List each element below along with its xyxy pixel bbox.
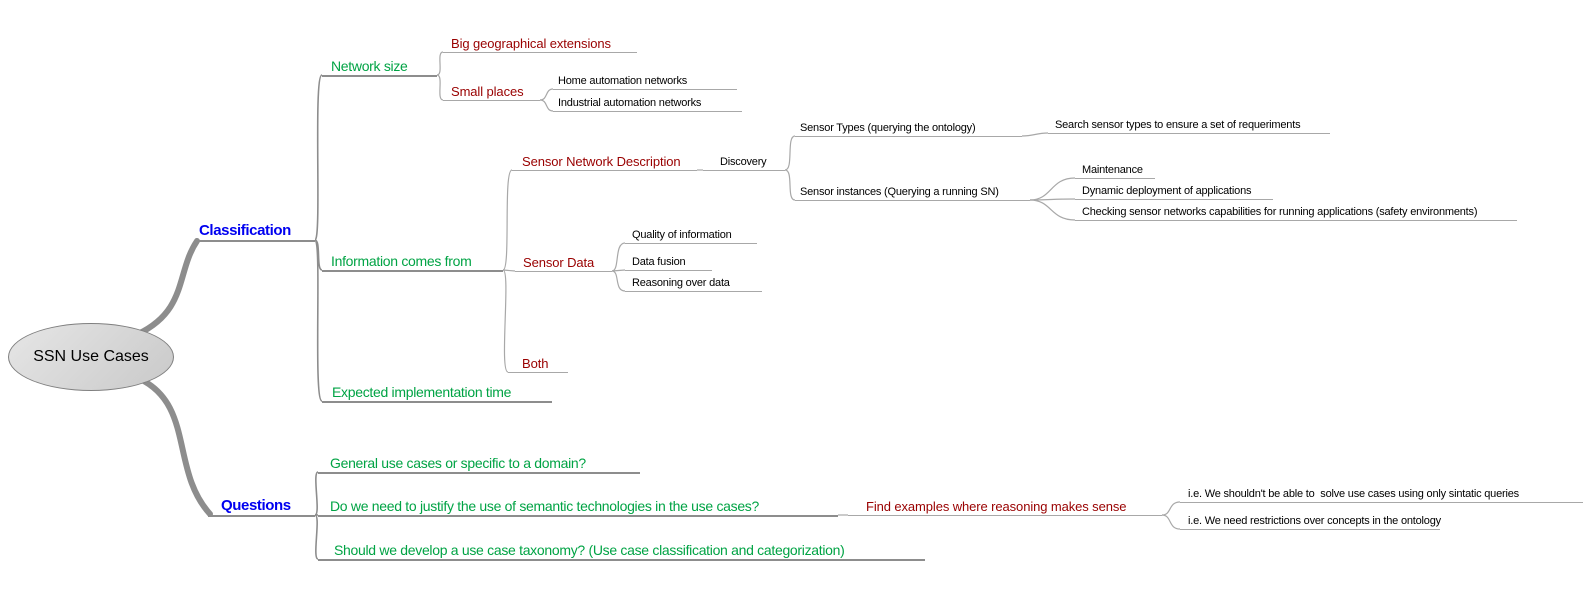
edge-find-ie-sintatic bbox=[1162, 502, 1180, 515]
node-ie-sintatic-queries[interactable]: i.e. We shouldn't be able to solve use cases using only sintatic queries bbox=[1180, 487, 1583, 503]
node-small-places[interactable]: Small places bbox=[443, 83, 540, 101]
edge-discovery-sensor-types bbox=[785, 136, 795, 170]
node-maintenance[interactable]: Maintenance bbox=[1075, 163, 1155, 179]
node-classification[interactable]: Classification bbox=[195, 221, 315, 242]
edge-small-home bbox=[540, 89, 553, 100]
node-big-geographical-extensions[interactable]: Big geographical extensions bbox=[443, 35, 637, 53]
node-home-automation-networks[interactable]: Home automation networks bbox=[553, 74, 737, 90]
node-both[interactable]: Both bbox=[508, 355, 568, 373]
node-general-use-cases-question[interactable]: General use cases or specific to a domain? bbox=[318, 454, 640, 474]
node-reasoning-over-data[interactable]: Reasoning over data bbox=[625, 276, 762, 292]
node-checking-capabilities[interactable]: Checking sensor networks capabilities for running applications (safety environments) bbox=[1075, 205, 1517, 221]
node-justify-semantic-question[interactable]: Do we need to justify the use of semantic technologies in the use cases? bbox=[318, 497, 838, 517]
edge-info-sensor-data bbox=[503, 270, 515, 271]
node-sensor-network-description[interactable]: Sensor Network Description bbox=[512, 153, 697, 171]
edge-instances-checking bbox=[1030, 200, 1075, 220]
node-industrial-automation-networks[interactable]: Industrial automation networks bbox=[553, 96, 742, 112]
edge-discovery-sensor-instances bbox=[785, 170, 795, 200]
edge-classification-expected-time bbox=[315, 240, 322, 401]
node-data-fusion[interactable]: Data fusion bbox=[625, 255, 712, 271]
node-expected-implementation-time[interactable]: Expected implementation time bbox=[322, 383, 552, 403]
edge-root-questions bbox=[138, 378, 210, 514]
node-sensor-types[interactable]: Sensor Types (querying the ontology) bbox=[795, 121, 1022, 137]
node-questions[interactable]: Questions bbox=[208, 496, 315, 517]
node-discovery[interactable]: Discovery bbox=[703, 155, 785, 171]
edge-find-ie-restrictions bbox=[1162, 515, 1180, 529]
edge-types-search bbox=[1022, 133, 1048, 136]
edge-info-snd bbox=[503, 170, 512, 270]
node-taxonomy-question[interactable]: Should we develop a use case taxonomy? (Use case classification and categorization) bbox=[318, 541, 925, 561]
node-ie-restrictions-ontology[interactable]: i.e. We need restrictions over concepts in the ontology bbox=[1180, 514, 1440, 530]
node-quality-of-information[interactable]: Quality of information bbox=[625, 228, 757, 244]
node-sensor-instances[interactable]: Sensor instances (Querying a running SN) bbox=[795, 185, 1030, 201]
edge-sdata-reasoning bbox=[612, 271, 625, 291]
edge-root-classification bbox=[138, 241, 197, 334]
edge-small-industrial bbox=[540, 100, 553, 111]
node-find-examples-reasoning[interactable]: Find examples where reasoning makes sense bbox=[848, 498, 1162, 516]
edge-instances-maintenance bbox=[1030, 178, 1075, 200]
node-sensor-data[interactable]: Sensor Data bbox=[515, 254, 612, 272]
node-root-ssn-use-cases[interactable]: SSN Use Cases bbox=[8, 323, 174, 391]
node-information-comes-from[interactable]: Information comes from bbox=[322, 252, 503, 272]
edge-network-big-geo bbox=[437, 52, 443, 75]
node-network-size[interactable]: Network size bbox=[322, 57, 437, 77]
edge-sdata-quality bbox=[612, 243, 625, 271]
node-search-sensor-types[interactable]: Search sensor types to ensure a set of requeriments bbox=[1048, 118, 1330, 134]
edge-classification-network-size bbox=[315, 75, 322, 240]
node-dynamic-deployment[interactable]: Dynamic deployment of applications bbox=[1075, 184, 1273, 200]
